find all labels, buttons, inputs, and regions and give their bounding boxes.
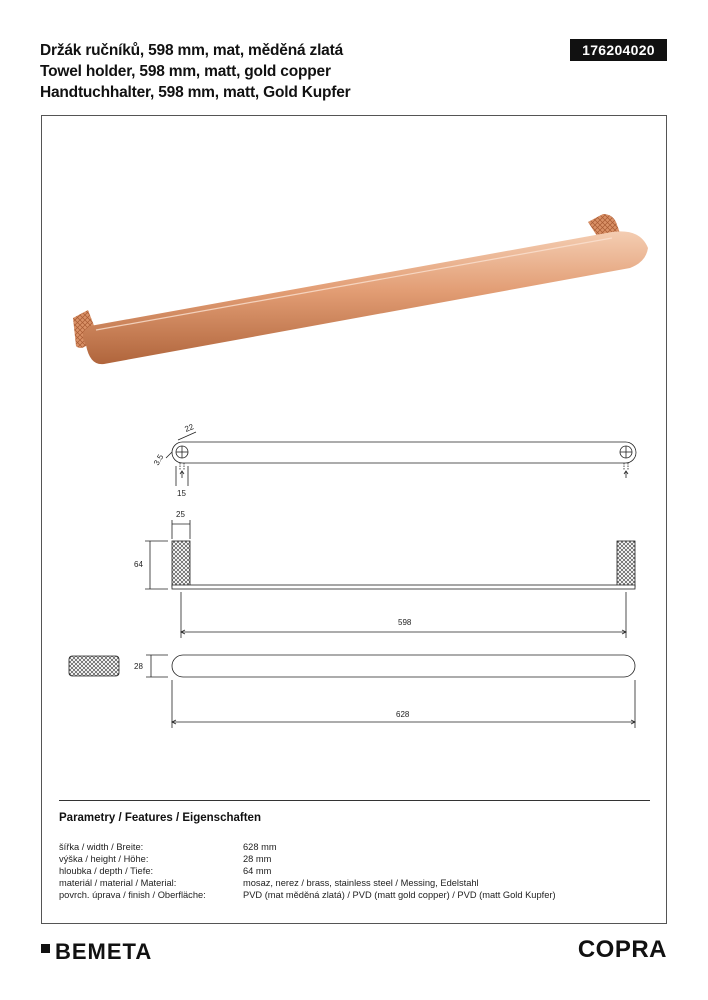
product-photo bbox=[73, 214, 648, 364]
top-view bbox=[166, 432, 636, 486]
features-divider bbox=[59, 800, 650, 801]
dim-28: 28 bbox=[134, 662, 143, 671]
dim-22: 22 bbox=[183, 422, 196, 434]
logo-square-icon bbox=[41, 944, 50, 953]
spec-value: mosaz, nerez / brass, stainless steel / Messing, Edelstahl bbox=[243, 878, 479, 888]
spec-label: materiál / material / Material: bbox=[59, 878, 177, 888]
bottom-view-bar bbox=[172, 655, 635, 677]
spec-label: povrch. úprava / finish / Oberfläche: bbox=[59, 890, 206, 900]
spec-value: PVD (mat měděná zlatá) / PVD (matt gold copper) / PVD (matt Gold Kupfer) bbox=[243, 890, 556, 900]
title-czech: Držák ručníků, 598 mm, mat, měděná zlatá bbox=[40, 42, 343, 59]
front-left-post bbox=[172, 541, 190, 587]
towel-bar bbox=[83, 231, 648, 364]
side-post-detail bbox=[69, 656, 119, 676]
dim-3-5: 3.5 bbox=[151, 452, 166, 467]
top-view-bar bbox=[172, 442, 636, 463]
spec-value: 628 mm bbox=[243, 842, 277, 852]
dim-15: 15 bbox=[177, 489, 186, 498]
series-name: COPRA bbox=[577, 936, 667, 963]
spec-label: hloubka / depth / Tiefe: bbox=[59, 866, 154, 876]
spec-label: šířka / width / Breite: bbox=[59, 842, 144, 852]
brand-wordmark: BEMETA bbox=[55, 939, 153, 964]
features-heading: Parametry / Features / Eigenschaften bbox=[59, 812, 261, 824]
dim-628: 628 bbox=[396, 710, 410, 719]
spec-value: 28 mm bbox=[243, 854, 272, 864]
title-english: Towel holder, 598 mm, matt, gold copper bbox=[40, 63, 331, 80]
front-view bbox=[145, 520, 635, 638]
front-right-post bbox=[617, 541, 635, 587]
dim-64: 64 bbox=[134, 560, 143, 569]
front-bar bbox=[172, 585, 635, 589]
spec-value: 64 mm bbox=[243, 866, 272, 876]
dim-598: 598 bbox=[398, 618, 412, 627]
side-view bbox=[69, 655, 635, 728]
product-code-badge: 176204020 bbox=[570, 39, 667, 61]
spec-label: výška / height / Höhe: bbox=[59, 854, 149, 864]
brand-logo bbox=[41, 940, 152, 964]
dim-25: 25 bbox=[176, 510, 185, 519]
title-german: Handtuchhalter, 598 mm, matt, Gold Kupfer bbox=[40, 84, 351, 101]
